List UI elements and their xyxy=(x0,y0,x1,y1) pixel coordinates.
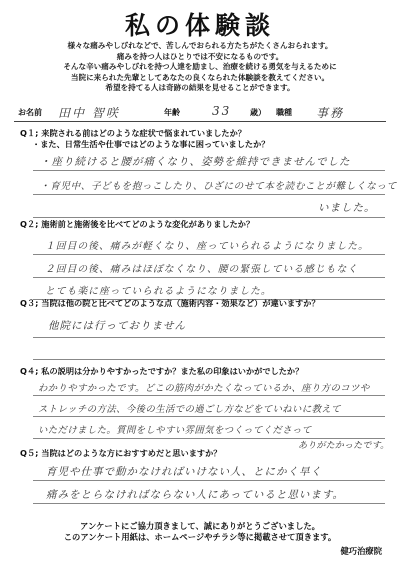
intro-line: 希望を持てる人は奇跡の結果を見せることができます。 xyxy=(105,83,295,93)
answer-1-line: ・座り続けると腰が痛くなり、姿勢を維持できませんでした xyxy=(40,156,351,168)
intro-text xyxy=(10,41,390,94)
answer-line xyxy=(33,194,385,195)
age-label: 年齢 xyxy=(164,108,180,117)
answer-1-line: いました。 xyxy=(318,202,376,214)
name-value: 田中 智咲 xyxy=(58,106,120,120)
question-5: Q５; 当院はどのような方におすすめだと思いますか？ xyxy=(20,448,222,458)
answer-4-line: ストレッチの方法、今後の生活での過ごし方などをていねいに教えて xyxy=(38,404,341,415)
answer-line xyxy=(33,480,385,481)
age-value: 33 xyxy=(212,104,232,118)
answer-5-line: 育児や仕事で動かなければいけない人、とにかく早く xyxy=(46,466,322,478)
answer-line xyxy=(33,395,385,396)
answer-3-line: 他院には行っておりません xyxy=(48,320,186,332)
answer-2-line: とても楽に座っていられるようになりました。 xyxy=(45,286,272,297)
answer-4-line: いただけました。質問をしやすい雰囲気をつくってくださって xyxy=(38,425,312,436)
answer-line xyxy=(33,217,385,218)
profile-line xyxy=(14,105,386,122)
question-3: Q３; 当院は他の院と比べてどのような点（施術内容・効果など）が違いますか？ xyxy=(20,298,320,308)
name-label: お名前 xyxy=(18,108,42,117)
answer-2-line: ２回目の後、痛みはほぼなくなり、腰の緊張している感じもなく xyxy=(45,264,359,275)
answer-4-line: わかりやすかったです。どこの筋肉がかたくなっているか、座り方のコツや xyxy=(38,383,370,394)
job-value: 事務 xyxy=(316,106,345,120)
intro-line: そんな辛い痛みやしびれを持つ人達を励まし、治療を続ける勇気を与えるために xyxy=(63,62,337,72)
intro-line: 様々な痛みやしびれなどで、苦しんでおられる方たちがたくさんおられます。 xyxy=(67,41,333,50)
clinic-name: 健巧治療院 xyxy=(340,546,382,556)
footer-text xyxy=(0,521,400,543)
answer-line xyxy=(33,170,385,171)
question-2: Q２; 施術前と施術後を比べてどのような変化がありましたか？ xyxy=(20,219,255,229)
answer-line xyxy=(33,503,385,504)
answer-line xyxy=(33,416,385,417)
footer-line: このアンケート用紙は、ホームページやチラシ等に掲載させて頂きます。 xyxy=(63,532,337,542)
page-title: 私の体験談 xyxy=(124,11,275,40)
answer-line xyxy=(33,254,385,255)
question-4: Q４; 私の説明は分かりやすかったですか？また私の印象はいかがでしたか？ xyxy=(20,366,304,376)
age-unit: 歳） xyxy=(250,108,266,117)
answer-line xyxy=(33,337,385,338)
question-1-sub: ・また、日常生活や仕事ではどのような事に困っていましたか？ xyxy=(32,139,270,149)
answer-2-line: １回目の後、痛みが軽くなり、座っていられるようになりました。 xyxy=(45,241,369,252)
question-1: Q１; 来院される前はどのような症状で悩まれていましたか？ xyxy=(20,128,246,138)
intro-line: 痛みを持つ人はひとりでは不安になるものです。 xyxy=(116,51,284,61)
footer-line: アンケートにご協力頂きまして、誠にありがとうございました。 xyxy=(80,521,320,531)
answer-5-line: 痛みをとらなければならない人にあっていると思います。 xyxy=(46,489,345,501)
answer-line xyxy=(33,277,385,278)
intro-line: 当院に来られた先輩としてあなたの良くなられた体験談を教えてください。 xyxy=(70,72,330,82)
job-label: 職種 xyxy=(276,108,292,117)
answer-4-line: ありがたかったです。 xyxy=(298,441,390,451)
answer-1-line: ・育児中、子どもを抱っこしたり、ひざにのせて本を読むことが難しくなって xyxy=(40,181,397,192)
answer-line xyxy=(33,359,385,360)
